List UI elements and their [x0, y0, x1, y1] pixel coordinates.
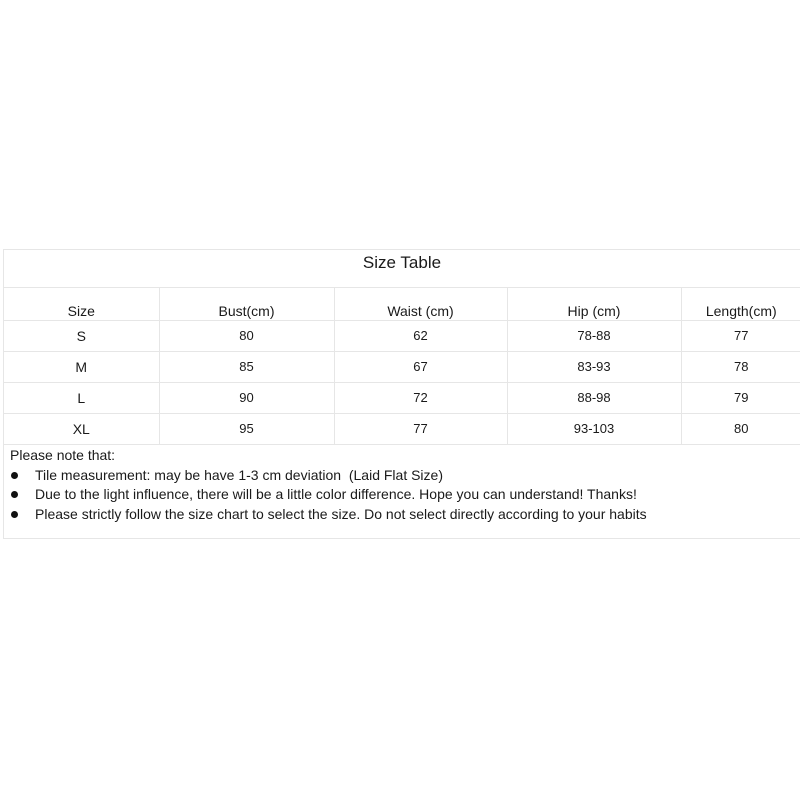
notes-heading: Please note that: [10, 447, 116, 463]
bullet-icon [11, 491, 18, 498]
hip-cell: 83-93 [507, 351, 681, 382]
size-cell: L [4, 382, 159, 413]
note-text: Please strictly follow the size chart to select the size. Do not select directly according to your habits [35, 505, 647, 522]
size-cell: XL [4, 413, 159, 444]
size-cell: S [4, 320, 159, 351]
hip-cell: 93-103 [507, 413, 681, 444]
note-text: Tile measurement: may be have 1-3 cm deviation (Laid Flat Size) [35, 466, 443, 483]
header-size: Size [4, 288, 159, 320]
header-waist: Waist (cm) [334, 288, 507, 320]
table-row [4, 382, 800, 413]
bullet-icon [11, 511, 18, 518]
length-cell: 78 [681, 351, 800, 382]
size-table [4, 288, 800, 445]
note-text: Due to the light influence, there will be a little color difference. Hope you can understand! Thanks! [35, 486, 637, 502]
note-item [10, 466, 647, 486]
size-cell: M [4, 351, 159, 382]
bust-cell: 95 [159, 413, 334, 444]
hip-cell: 78-88 [507, 320, 681, 351]
bust-cell: 90 [159, 382, 334, 413]
header-hip: Hip (cm) [507, 288, 681, 320]
bust-cell: 80 [159, 320, 334, 351]
waist-cell: 77 [334, 413, 507, 444]
length-cell: 80 [681, 413, 800, 444]
table-row [4, 413, 800, 444]
hip-cell: 88-98 [507, 382, 681, 413]
note-item [10, 505, 647, 525]
waist-cell: 67 [334, 351, 507, 382]
waist-cell: 72 [334, 382, 507, 413]
size-chart [3, 249, 800, 539]
note-item [10, 485, 647, 505]
notes-section [10, 446, 647, 524]
bullet-icon [11, 472, 18, 479]
length-cell: 77 [681, 320, 800, 351]
length-cell: 79 [681, 382, 800, 413]
header-length: Length(cm) [681, 288, 800, 320]
chart-title: Size Table [4, 250, 800, 288]
table-header-row [4, 288, 800, 320]
table-row [4, 320, 800, 351]
header-bust: Bust(cm) [159, 288, 334, 320]
table-row [4, 351, 800, 382]
bust-cell: 85 [159, 351, 334, 382]
waist-cell: 62 [334, 320, 507, 351]
